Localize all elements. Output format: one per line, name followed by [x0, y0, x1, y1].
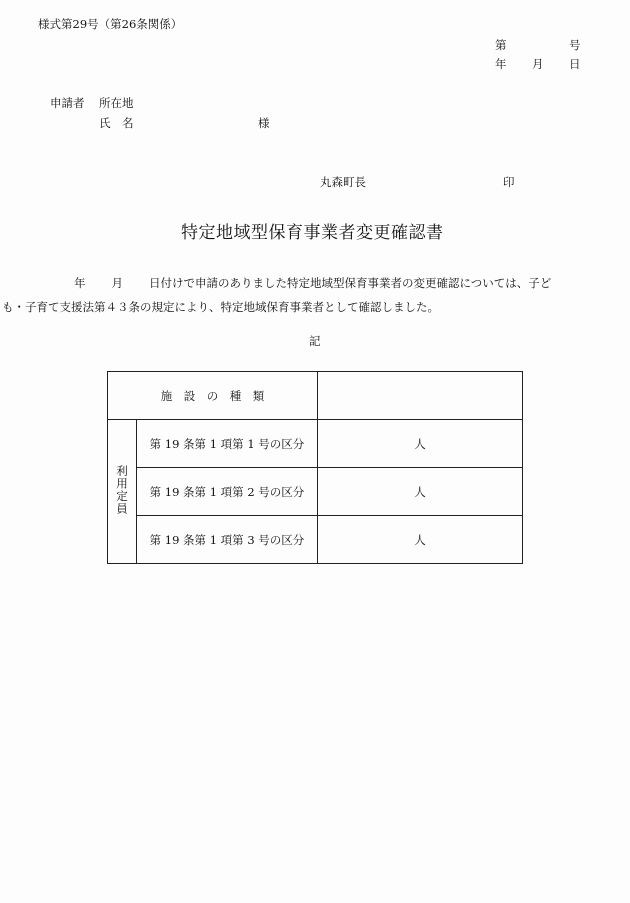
row-unit[interactable]: 人 [318, 516, 523, 564]
facility-type-row [108, 372, 523, 420]
row-label: 第 19 条第 1 項第 1 号の区分 [136, 420, 317, 468]
body-line2: も・子育て支援法第４３条の規定により、特定地域保育事業者として確認しました。 [2, 300, 439, 314]
body-line1: 日付けで申請のありました特定地域型保育事業者の変更確認については、子ど [149, 276, 552, 290]
table-row [108, 420, 523, 468]
form-number: 様式第29号（第26条関係） [38, 17, 183, 31]
issuer-name: 丸森町長 [320, 175, 366, 189]
doc-number-go: 号 [569, 38, 581, 52]
facility-type-value[interactable] [318, 372, 523, 420]
ki-label: 記 [309, 334, 321, 348]
capacity-label-cell [108, 420, 137, 564]
row-unit[interactable]: 人 [318, 468, 523, 516]
row-unit[interactable]: 人 [318, 420, 523, 468]
date-year: 年 [495, 57, 507, 71]
table-row [108, 516, 523, 564]
body-month: 月 [111, 276, 123, 290]
body-paragraph [2, 271, 583, 319]
table-row [108, 468, 523, 516]
facility-table [107, 371, 523, 564]
capacity-label: 利用定員 [114, 465, 129, 515]
name-label: 氏 名 [99, 116, 134, 130]
facility-type-label: 施 設 の 種 類 [108, 372, 318, 420]
doc-number-dai: 第 [495, 38, 507, 52]
body-year: 年 [74, 276, 86, 290]
document-title: 特定地域型保育事業者変更確認書 [181, 223, 444, 243]
date-month: 月 [532, 57, 544, 71]
address-label: 所在地 [99, 96, 134, 110]
date-day: 日 [569, 57, 581, 71]
honorific: 様 [258, 116, 270, 130]
row-label: 第 19 条第 1 項第 3 号の区分 [136, 516, 317, 564]
seal-mark: 印 [503, 175, 515, 189]
applicant-label: 申請者 [50, 96, 85, 110]
row-label: 第 19 条第 1 項第 2 号の区分 [136, 468, 317, 516]
